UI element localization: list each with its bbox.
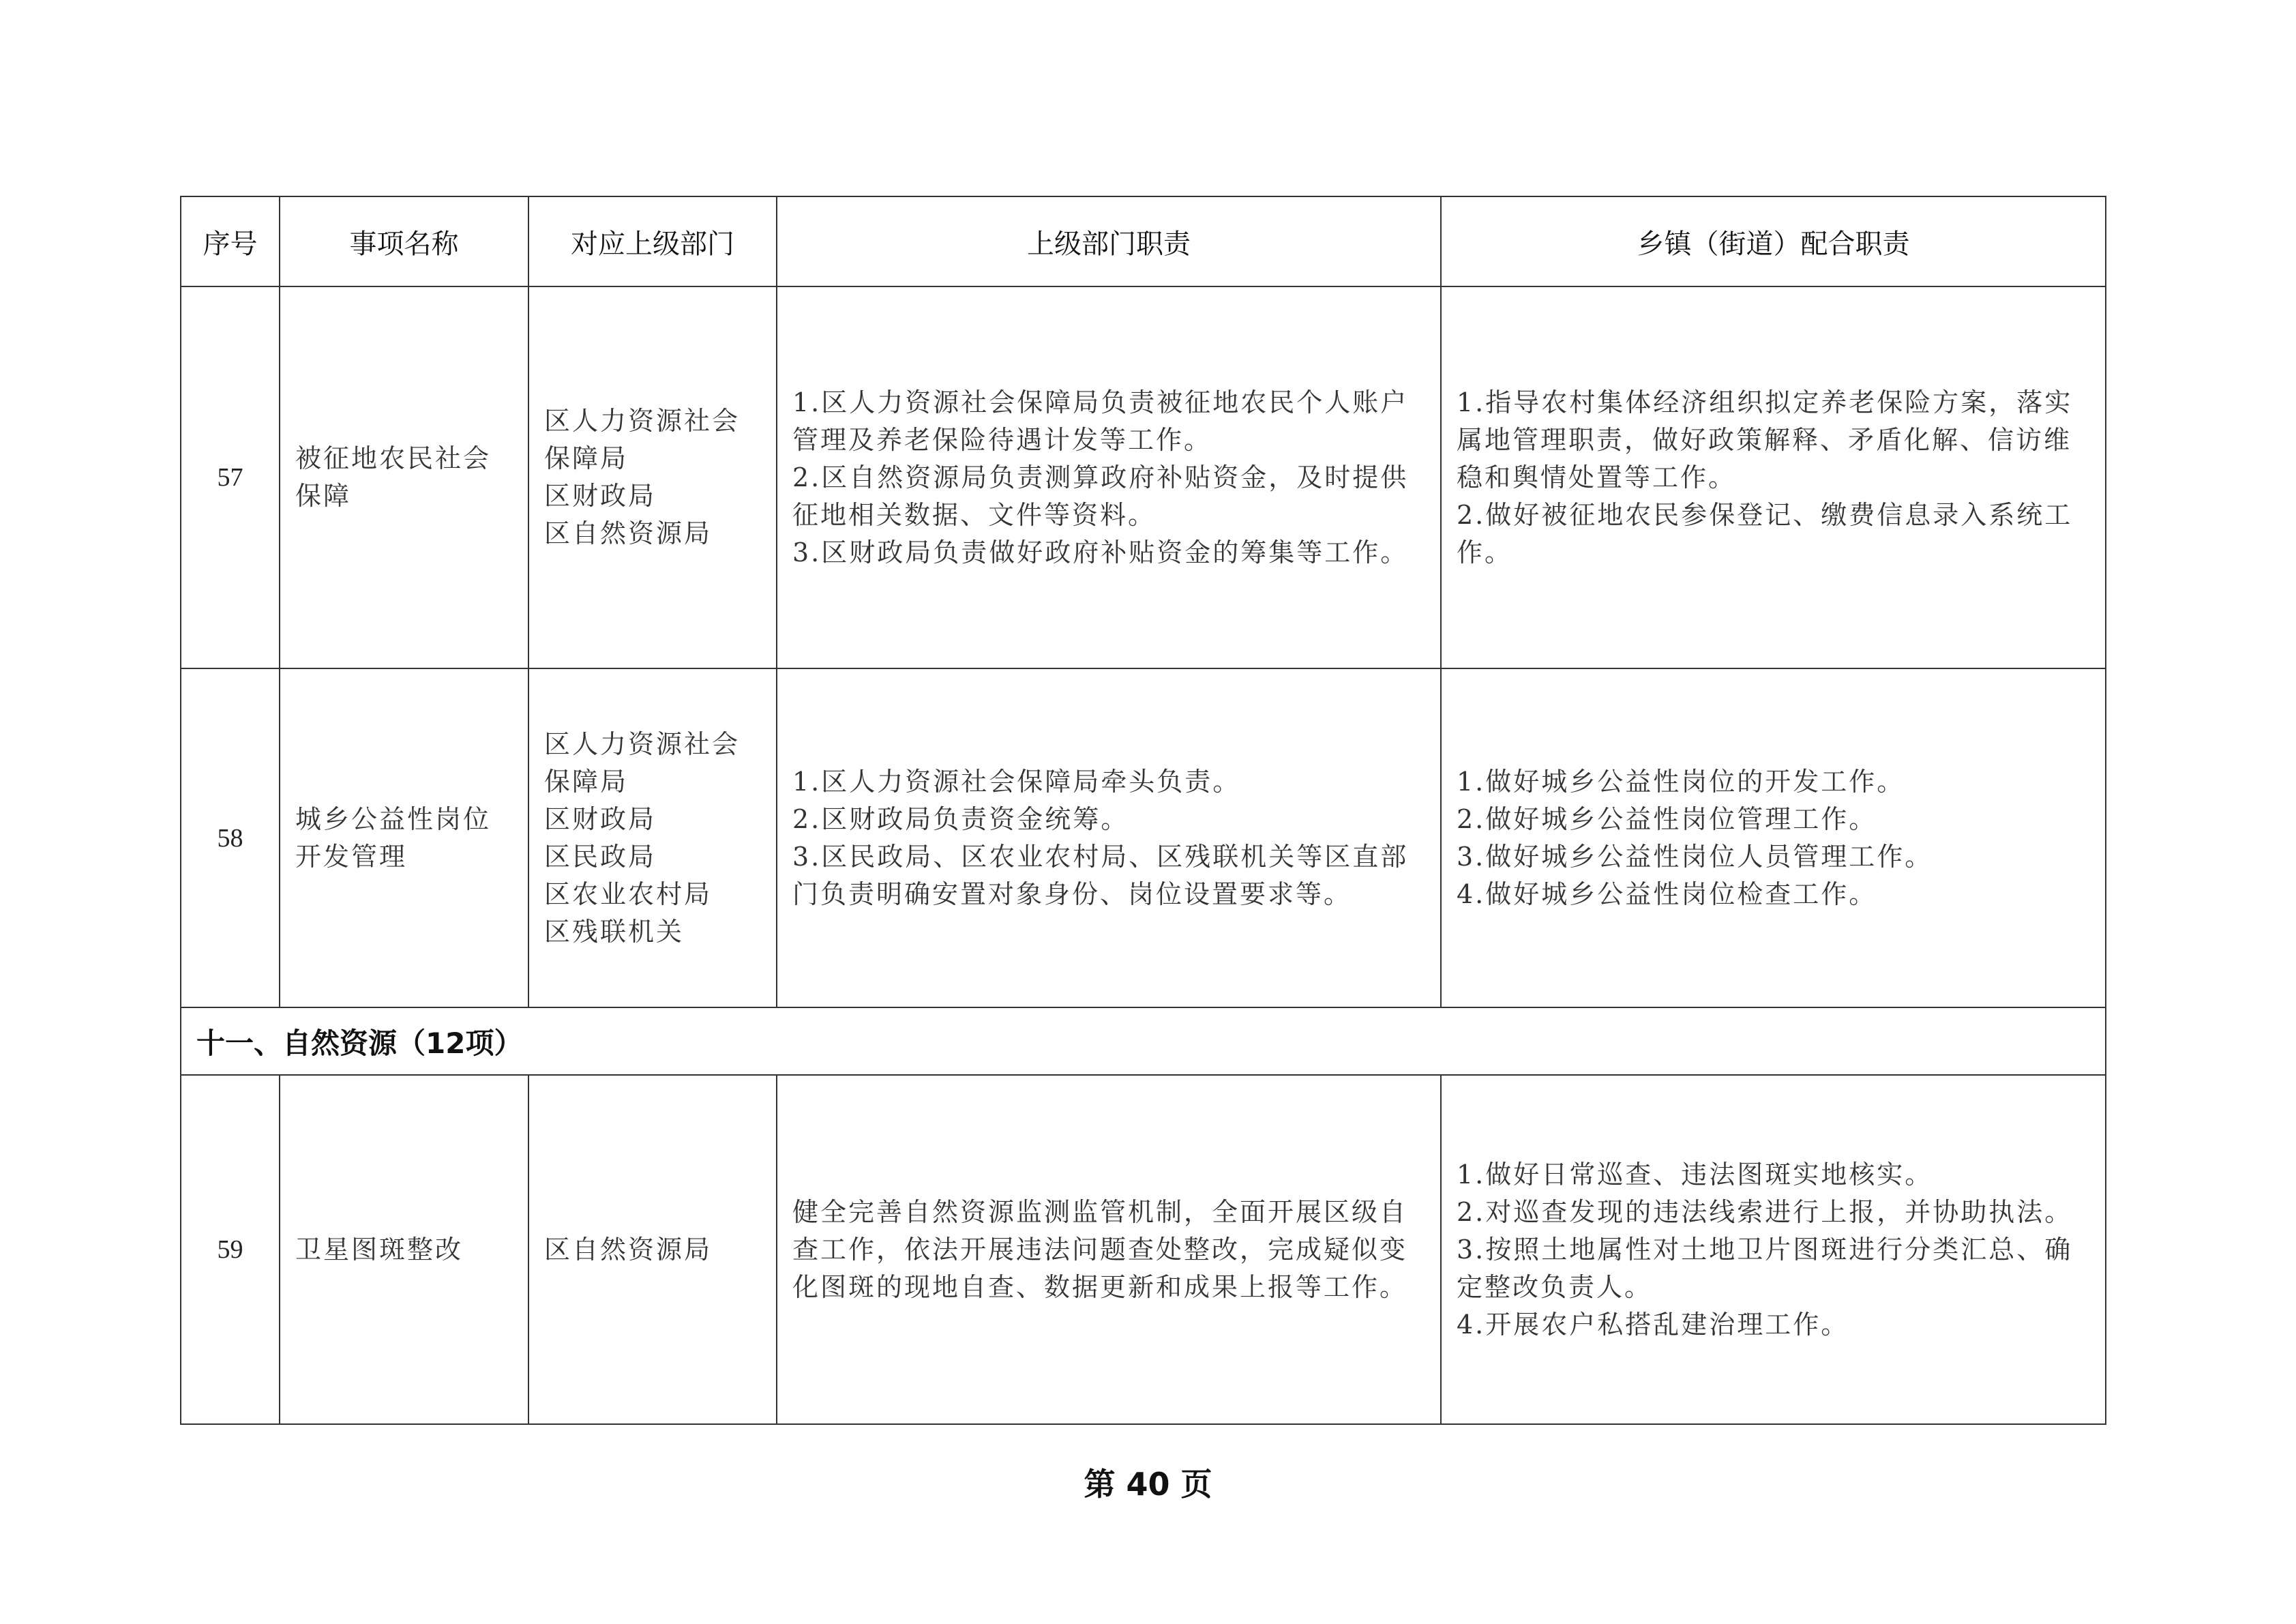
text-line: 属地管理职责，做好政策解释、矛盾化解、信访维 bbox=[1457, 424, 2072, 455]
text-line: 3.区民政局、区农业农村局、区残联机关等区直部 bbox=[792, 841, 1409, 872]
text-line: 区财政局 bbox=[544, 803, 657, 834]
text-line: 4.做好城乡公益性岗位检查工作。 bbox=[1457, 879, 1877, 909]
row-serial-number: 59 bbox=[181, 1075, 280, 1424]
row-town-duties bbox=[1441, 668, 2106, 1007]
text-line: 2.区财政局负责资金统筹。 bbox=[792, 803, 1129, 834]
text-line: 征地相关数据、文件等资料。 bbox=[792, 499, 1157, 530]
row-upper-department bbox=[528, 286, 777, 668]
text-line: 1.指导农村集体经济组织拟定养老保险方案，落实 bbox=[1457, 387, 2073, 417]
text-line: 被征地农民社会 bbox=[295, 443, 492, 473]
section-header-row bbox=[181, 1007, 2106, 1075]
row-upper-department bbox=[528, 668, 777, 1007]
text-line: 3.区财政局负责做好政府补贴资金的筹集等工作。 bbox=[792, 537, 1409, 567]
page-number: 第 40 页 bbox=[1084, 1466, 1212, 1503]
text-line: 区人力资源社会 bbox=[544, 406, 741, 436]
text-line: 作。 bbox=[1457, 537, 1513, 567]
text-line: 1.做好城乡公益性岗位的开发工作。 bbox=[1457, 766, 1905, 797]
header-town-duties: 乡镇（街道）配合职责 bbox=[1441, 196, 2106, 286]
text-line: 区残联机关 bbox=[544, 916, 685, 947]
text-line: 2.对巡查发现的违法线索进行上报，并协助执法。 bbox=[1457, 1196, 2073, 1227]
text-line: 保障局 bbox=[544, 766, 629, 797]
text-line: 城乡公益性岗位 bbox=[295, 803, 492, 834]
text-line: 区自然资源局 bbox=[544, 518, 713, 548]
row-serial-number: 57 bbox=[181, 286, 280, 668]
text-line: 保障局 bbox=[544, 443, 629, 473]
text-line: 健全完善自然资源监测监管机制，全面开展区级自 bbox=[792, 1196, 1408, 1227]
row-upper-department bbox=[528, 1075, 777, 1424]
row-town-duties bbox=[1441, 286, 2106, 668]
text-line: 3.做好城乡公益性岗位人员管理工作。 bbox=[1457, 841, 1933, 872]
row-town-duties bbox=[1441, 1075, 2106, 1424]
row-item-name bbox=[280, 668, 528, 1007]
text-line: 2.做好城乡公益性岗位管理工作。 bbox=[1457, 803, 1877, 834]
text-line: 3.按照土地属性对土地卫片图斑进行分类汇总、确 bbox=[1457, 1234, 2073, 1265]
text-line: 1.区人力资源社会保障局负责被征地农民个人账户 bbox=[792, 387, 1409, 417]
text-line: 卫星图斑整改 bbox=[295, 1234, 464, 1265]
table-row bbox=[181, 286, 2106, 668]
row-upper-duties bbox=[777, 1075, 1441, 1424]
row-item-name bbox=[280, 286, 528, 668]
text-line: 4.开展农户私搭乱建治理工作。 bbox=[1457, 1309, 1849, 1340]
text-line: 1.做好日常巡查、违法图斑实地核实。 bbox=[1457, 1159, 1933, 1190]
text-line: 定整改负责人。 bbox=[1457, 1271, 1653, 1302]
text-line: 区财政局 bbox=[544, 481, 657, 511]
text-line: 化图斑的现地自查、数据更新和成果上报等工作。 bbox=[792, 1271, 1408, 1302]
section-title: 十一、自然资源（12项） bbox=[181, 1007, 2106, 1075]
row-serial-number: 58 bbox=[181, 668, 280, 1007]
text-line: 区农业农村局 bbox=[544, 879, 713, 909]
header-upper-duties: 上级部门职责 bbox=[777, 196, 1441, 286]
header-serial-number: 序号 bbox=[181, 196, 280, 286]
text-line: 1.区人力资源社会保障局牵头负责。 bbox=[792, 766, 1241, 797]
row-upper-duties bbox=[777, 668, 1441, 1007]
table-row bbox=[181, 1075, 2106, 1424]
header-item-name: 事项名称 bbox=[280, 196, 528, 286]
row-item-name bbox=[280, 1075, 528, 1424]
row-upper-duties bbox=[777, 286, 1441, 668]
text-line: 区人力资源社会 bbox=[544, 728, 741, 759]
table-row bbox=[181, 668, 2106, 1007]
header-upper-department: 对应上级部门 bbox=[528, 196, 777, 286]
table-header-row bbox=[181, 196, 2106, 286]
text-line: 管理及养老保险待遇计发等工作。 bbox=[792, 424, 1212, 455]
text-line: 区自然资源局 bbox=[544, 1234, 713, 1265]
text-line: 保障 bbox=[295, 481, 352, 511]
responsibility-table bbox=[180, 196, 2106, 1425]
text-line: 门负责明确安置对象身份、岗位设置要求等。 bbox=[792, 879, 1352, 909]
text-line: 2.做好被征地农民参保登记、缴费信息录入系统工 bbox=[1457, 499, 2073, 530]
text-line: 查工作，依法开展违法问题查处整改，完成疑似变 bbox=[792, 1234, 1408, 1265]
text-line: 稳和舆情处置等工作。 bbox=[1457, 462, 1737, 492]
text-line: 开发管理 bbox=[295, 841, 408, 872]
text-line: 2.区自然资源局负责测算政府补贴资金，及时提供 bbox=[792, 462, 1409, 492]
text-line: 区民政局 bbox=[544, 841, 657, 872]
